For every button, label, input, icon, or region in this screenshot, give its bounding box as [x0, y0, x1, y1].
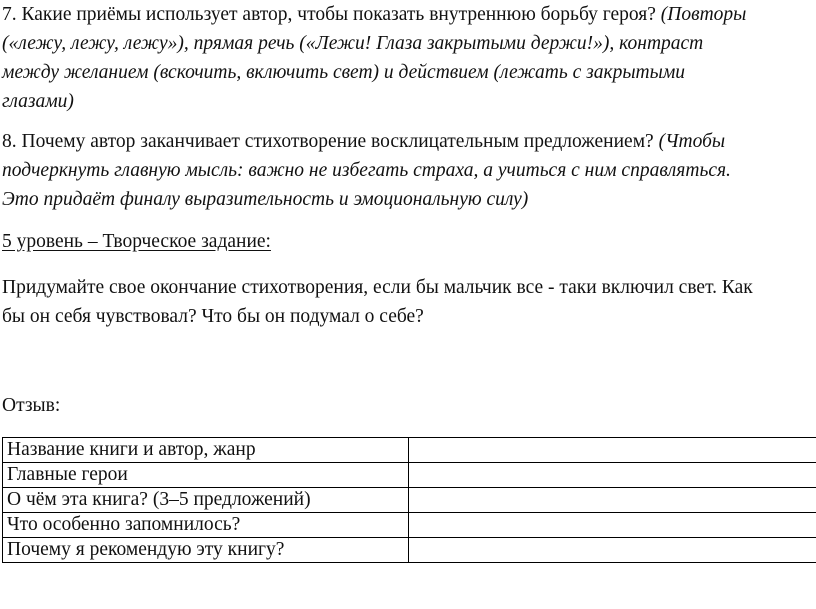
review-row-value[interactable] [409, 463, 816, 488]
table-row [3, 438, 816, 463]
review-label: Отзыв: [2, 395, 61, 416]
review-row-value[interactable] [409, 438, 816, 463]
review-row-label: Почему я рекомендую эту книгу? [3, 538, 409, 563]
question-8-answer: (Чтобы [658, 131, 726, 152]
review-row-value[interactable] [409, 513, 816, 538]
table-row [3, 488, 816, 513]
review-row-value[interactable] [409, 488, 816, 513]
question-8-line [2, 127, 731, 156]
question-7-answer: (Повторы [660, 4, 747, 25]
question-8 [2, 127, 731, 214]
review-table [2, 437, 816, 563]
question-7 [2, 0, 746, 116]
question-7-line [2, 0, 746, 29]
question-8-text: 8. Почему автор заканчивает стихотворение восклицательным предложением? [2, 131, 659, 152]
question-7-answer-line: между желанием (вскочить, включить свет) и действием (лежать с закрытыми [2, 62, 686, 83]
creative-task-line: Придумайте свое окончание стихотворения, если бы мальчик все - таки включил свет. Как [2, 277, 753, 298]
table-row [3, 513, 816, 538]
question-7-text: 7. Какие приёмы использует автор, чтобы показать внутреннюю борьбу героя? [2, 4, 661, 25]
table-row [3, 538, 816, 563]
question-7-answer-line: («лежу, лежу, лежу»), прямая речь («Лежи! Глаза закрытыми держи!»), контраст [2, 33, 704, 54]
creative-task [2, 273, 753, 331]
table-row [3, 463, 816, 488]
creative-task-line: бы он себя чувствовал? Что бы он подумал о себе? [2, 306, 424, 327]
level-5-heading: 5 уровень – Творческое задание: [2, 231, 271, 252]
question-7-answer-line: глазами) [2, 91, 74, 112]
review-row-label: Что особенно запомнилось? [3, 513, 409, 538]
question-8-answer-line: Это придаёт финалу выразительность и эмоциональную силу) [2, 189, 529, 210]
question-8-answer-line: подчеркнуть главную мысль: важно не избегать страха, а учиться с ним справляться. [2, 160, 731, 181]
review-row-label: Главные герои [3, 463, 409, 488]
review-row-label: О чём эта книга? (3–5 предложений) [3, 488, 409, 513]
review-row-label: Название книги и автор, жанр [3, 438, 409, 463]
review-row-value[interactable] [409, 538, 816, 563]
